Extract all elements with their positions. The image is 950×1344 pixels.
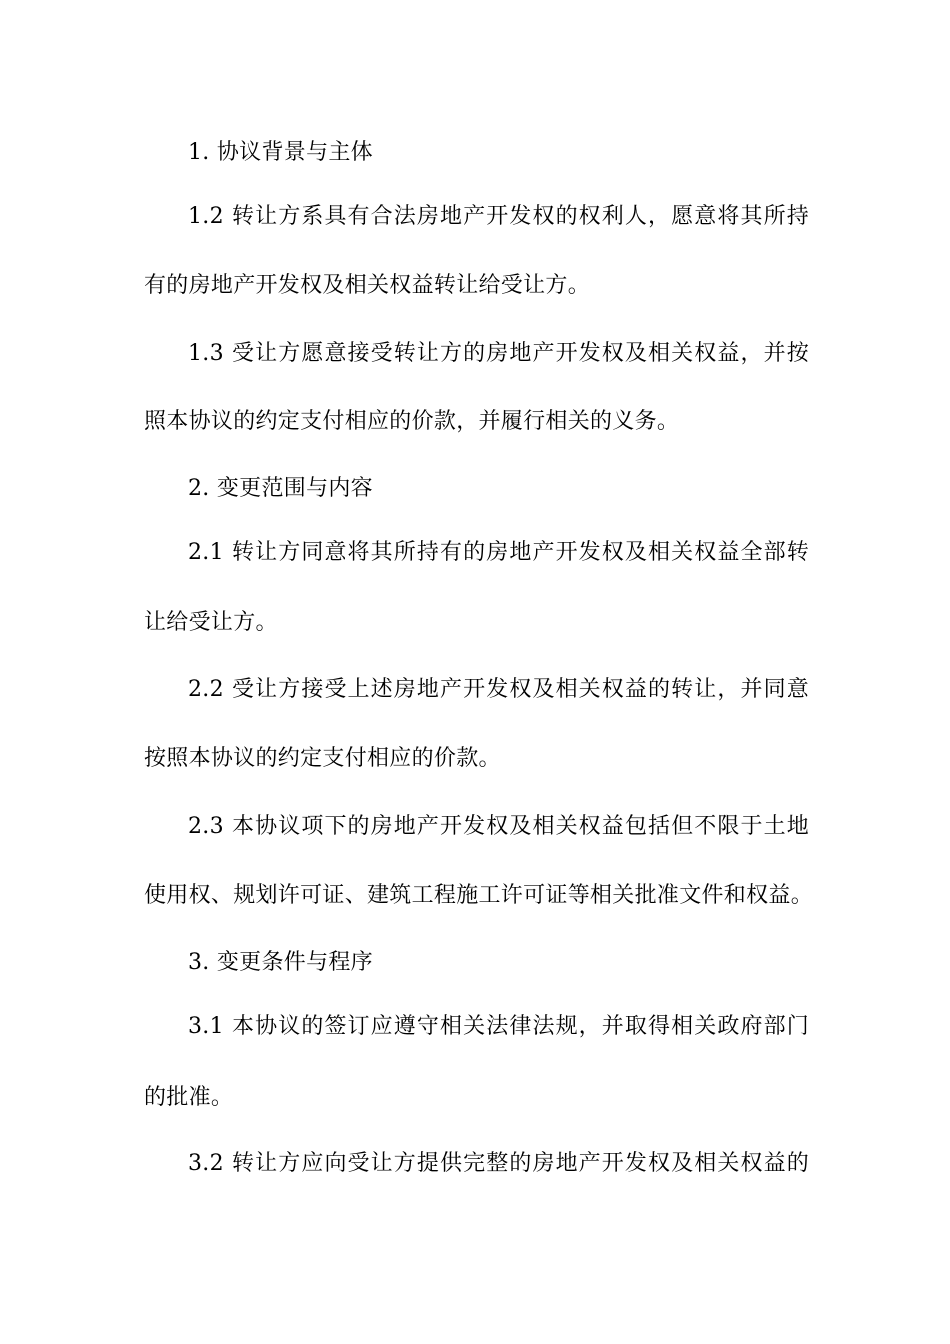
section-heading-3: 3. 变更条件与程序 [188,950,373,975]
section-heading-2: 2. 变更范围与内容 [188,476,373,501]
clause-1-3-line-1: 1.3 受让方愿意接受转让方的房地产开发权及相关权益，并按 [188,341,809,366]
clause-1-3-line-2: 照本协议的约定支付相应的价款，并履行相关的义务。 [144,409,680,434]
clause-1-2-line-2: 有的房地产开发权及相关权益转让给受让方。 [144,273,591,298]
clause-2-1-line-2: 让给受让方。 [144,610,278,635]
clause-3-2-line-1: 3.2 转让方应向受让方提供完整的房地产开发权及相关权益的 [188,1151,809,1176]
section-heading-1: 1. 协议背景与主体 [188,140,373,165]
clause-2-2-line-2: 按照本协议的约定支付相应的价款。 [144,746,501,771]
clause-2-3-line-2: 使用权、规划许可证、建筑工程施工许可证等相关批准文件和权益。 [144,883,814,908]
clause-2-3-line-1: 2.3 本协议项下的房地产开发权及相关权益包括但不限于土地 [188,814,809,839]
clause-3-1-line-1: 3.1 本协议的签订应遵守相关法律法规，并取得相关政府部门 [188,1014,809,1039]
clause-1-2-line-1: 1.2 转让方系具有合法房地产开发权的权利人，愿意将其所持 [188,204,809,229]
clause-2-2-line-1: 2.2 受让方接受上述房地产开发权及相关权益的转让，并同意 [188,677,809,702]
clause-2-1-line-1: 2.1 转让方同意将其所持有的房地产开发权及相关权益全部转 [188,540,809,565]
clause-3-1-line-2: 的批准。 [144,1085,234,1110]
